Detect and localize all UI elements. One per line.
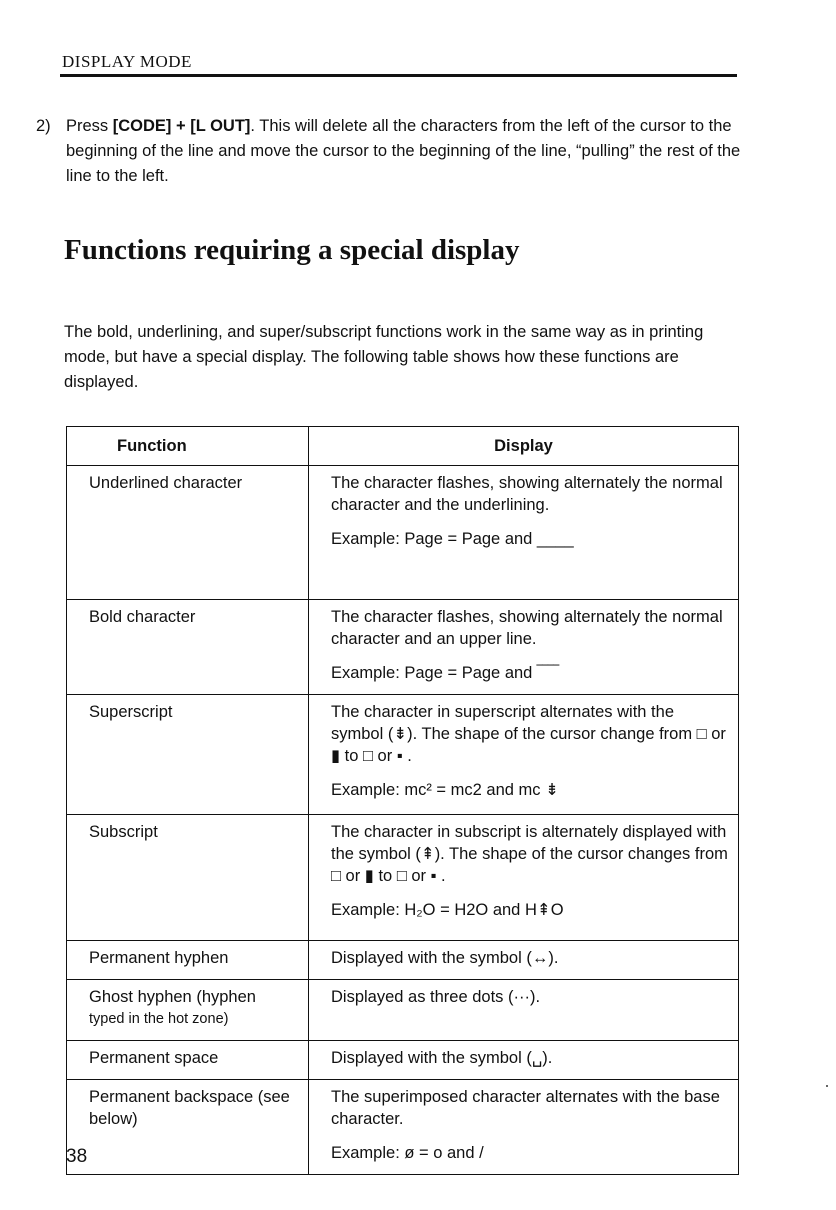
display-cell: Displayed as three dots (···). <box>309 980 739 1041</box>
header-function: Function <box>67 427 309 466</box>
display-example: Example: Page = Page and ____ <box>331 530 574 548</box>
display-cell <box>309 815 739 941</box>
function-cell: Permanent hyphen <box>67 941 309 980</box>
function-cell: Permanent backspace (see below) <box>67 1080 309 1175</box>
running-header: DISPLAY MODE <box>62 52 192 71</box>
display-cell: Displayed with the symbol (↔). <box>309 941 739 980</box>
header-rule <box>60 74 737 77</box>
table-row <box>67 815 739 941</box>
display-text: The character flashes, showing alternately the normal character and the underlining. <box>331 474 723 514</box>
display-example: Example: H₂O = H2O and H⇞O <box>331 901 564 919</box>
table-header-row <box>67 427 739 466</box>
table-row <box>67 695 739 815</box>
table-row <box>67 1041 739 1080</box>
display-cell <box>309 600 739 695</box>
section-intro: The bold, underlining, and super/subscript functions work in the same way as in printing mode, but have a special display. The following table shows how these functions are displayed. <box>64 323 704 391</box>
step-number: 2) <box>36 117 51 135</box>
table-row <box>67 980 739 1041</box>
function-cell: Underlined character <box>67 466 309 600</box>
display-cell <box>309 1080 739 1175</box>
display-cell: Displayed with the symbol (␣). <box>309 1041 739 1080</box>
scan-mark <box>826 1085 828 1087</box>
step-description: . This will delete all the characters from the left of the cursor to the beginning of the line and move the cursor to the beginning of the line, “pulling” the rest of the line to the left. <box>66 117 741 185</box>
display-text: The character in superscript alternates with the symbol (⇟). The shape of the cursor change from □ or ▮ to □ or ▪ . <box>331 703 726 765</box>
step-press: Press <box>66 117 113 135</box>
table-row <box>67 600 739 695</box>
step-text <box>66 114 746 189</box>
step-keys: [CODE] + [L OUT] <box>112 117 251 135</box>
display-cell <box>309 695 739 815</box>
page-number: 38 <box>66 1146 88 1167</box>
table-row <box>67 1080 739 1175</box>
display-cell <box>309 466 739 600</box>
display-text: The superimposed character alternates with the base character. <box>331 1088 720 1128</box>
table-row <box>67 466 739 600</box>
display-text: The character in subscript is alternately displayed with the symbol (⇞). The shape of the cursor changes from □ or ▮ to □ or ▪ . <box>331 823 728 885</box>
function-cell: Superscript <box>67 695 309 815</box>
function-cell: Subscript <box>67 815 309 941</box>
display-example: Example: ø = o and / <box>331 1144 484 1162</box>
display-text: The character flashes, showing alternately the normal character and an upper line. <box>331 608 723 648</box>
table-row <box>67 941 739 980</box>
function-cell: Bold character <box>67 600 309 695</box>
display-example: Example: Page = Page and ‾‾‾‾ <box>331 664 559 682</box>
header-display: Display <box>309 427 739 466</box>
function-cell <box>67 980 309 1041</box>
step-item <box>36 114 746 189</box>
function-label: Ghost hyphen (hyphen <box>89 988 256 1006</box>
section-title: Functions requiring a special display <box>64 234 520 266</box>
function-note: typed in the hot zone) <box>89 1011 229 1027</box>
functions-table <box>66 426 739 1175</box>
display-example: Example: mc² = mc2 and mc ⇟ <box>331 781 559 799</box>
function-cell: Permanent space <box>67 1041 309 1080</box>
